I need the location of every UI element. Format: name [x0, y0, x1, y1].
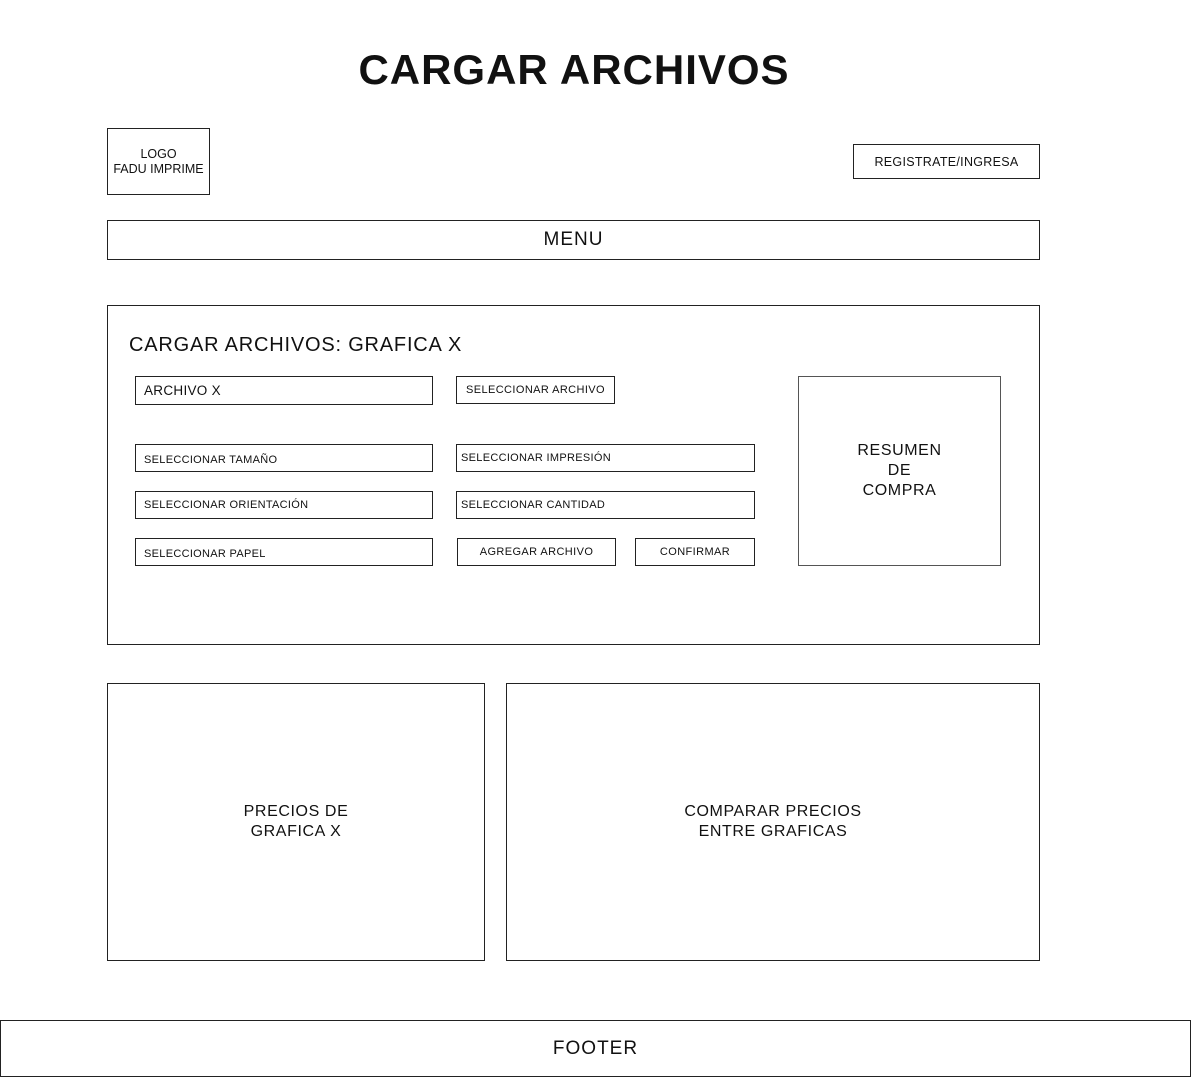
logo-line-2: FADU IMPRIME — [113, 161, 204, 176]
register-login-button[interactable]: REGISTRATE/INGRESA — [853, 144, 1040, 179]
print-select[interactable]: SELECCIONAR IMPRESIÓN — [456, 444, 755, 472]
compare-prices-panel — [506, 683, 1040, 961]
prices-panel — [107, 683, 485, 961]
confirm-button[interactable]: CONFIRMAR — [635, 538, 755, 566]
page-title: CARGAR ARCHIVOS — [358, 46, 790, 93]
prices-line-1: PRECIOS DE — [243, 803, 349, 820]
logo-line-1: LOGO — [140, 146, 177, 161]
footer: FOOTER — [0, 1020, 1191, 1077]
select-file-button[interactable]: SELECCIONAR ARCHIVO — [456, 376, 615, 404]
orientation-select[interactable]: SELECCIONAR ORIENTACIÓN — [135, 491, 433, 519]
prices-line-2: GRAFICA X — [250, 823, 342, 840]
size-select[interactable]: SELECCIONAR TAMAÑO — [135, 444, 433, 472]
summary-line-1: RESUMEN — [857, 442, 942, 459]
upload-panel-title: CARGAR ARCHIVOS: GRAFICA X — [129, 334, 463, 356]
quantity-select[interactable]: SELECCIONAR CANTIDAD — [456, 491, 755, 519]
paper-select[interactable]: SELECCIONAR PAPEL — [135, 538, 433, 566]
purchase-summary — [798, 376, 1001, 566]
summary-line-3: COMPRA — [862, 482, 937, 499]
file-name-field[interactable]: ARCHIVO X — [135, 376, 433, 405]
logo[interactable] — [107, 128, 210, 195]
compare-line-1: COMPARAR PRECIOS — [684, 803, 862, 820]
summary-line-2: DE — [887, 462, 912, 479]
add-file-button[interactable]: AGREGAR ARCHIVO — [457, 538, 616, 566]
compare-line-2: ENTRE GRAFICAS — [698, 823, 848, 840]
upload-panel — [107, 305, 1040, 645]
main-menu[interactable]: MENU — [107, 220, 1040, 260]
